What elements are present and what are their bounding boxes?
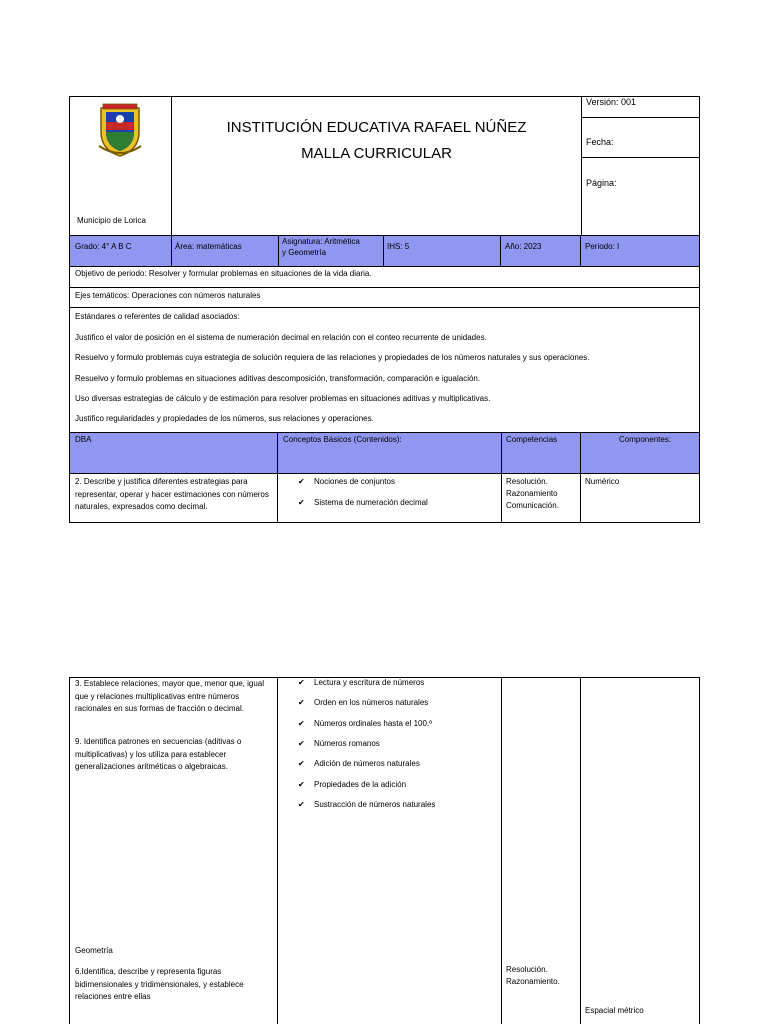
subject-cell-line2: y Geometría	[282, 248, 327, 257]
row2-dba-3: 6.Identifica, describe y representa figuras bidimensionales y tridimensionales, y establece relaciones entre ellas	[75, 967, 244, 1001]
standard-item: Resuelvo y formulo problemas en situaciones aditivas descomposición, transformación, comparación e igualación.	[75, 374, 481, 383]
competence: Razonamiento	[506, 489, 558, 498]
geometry-title: Geometría	[75, 946, 113, 955]
page-label: Página:	[586, 178, 617, 188]
component: Espacial métrico	[585, 1006, 644, 1015]
ihs-cell: IHS: 5	[387, 242, 410, 251]
header-table	[69, 96, 700, 523]
list-item: ✔ Orden en los números naturales	[298, 698, 429, 707]
standard-item: Justifico el valor de posición en el sistema de numeración decimal en relación con el conteo recurrente de unidades.	[75, 333, 487, 342]
standard-item: Uso diversas estrategias de cálculo y de estimación para resolver problemas en situaciones aditivas y multiplicativas.	[75, 394, 491, 403]
dba-header: DBA	[75, 435, 92, 444]
second-table	[69, 677, 700, 1024]
list-item: ✔ Números romanos	[298, 739, 380, 748]
check-icon: ✔	[298, 678, 305, 687]
school-crest-icon	[97, 102, 143, 158]
list-item: ✔ Números ordinales hasta el 100.º	[298, 719, 433, 728]
institution-title: INSTITUCIÓN EDUCATIVA RAFAEL NÚÑEZ	[226, 119, 527, 136]
check-icon: ✔	[298, 739, 305, 748]
list-item: ✔ Adición de números naturales	[298, 759, 420, 768]
subject-cell-line1: Asignatura: Aritmética	[282, 237, 360, 246]
component: Numérico	[585, 477, 620, 486]
competence: Comunicación.	[506, 501, 559, 510]
version-label: Versión: 001	[586, 97, 637, 107]
standard-item: Resuelvo y formulo problemas cuya estrategia de solución requiera de las relaciones y propiedades de los números naturales y sus operaciones.	[75, 353, 590, 362]
axes-text: Ejes temáticos: Operaciones con números naturales	[75, 291, 261, 300]
date-label: Fecha:	[586, 137, 614, 147]
components-header: Componentes:	[619, 435, 672, 444]
concepts-header: Conceptos Básicos (Contenidos):	[283, 435, 402, 444]
check-icon: ✔	[298, 780, 305, 789]
period-cell: Periodo: I	[585, 242, 620, 251]
document-title: MALLA CURRICULAR	[301, 145, 452, 162]
row2-dba-2: 9. Identifica patrones en secuencias (aditivas o multiplicativas) y los utiliza para establecer generalizaciones aritméticas o algebraicas.	[75, 737, 242, 771]
competence: Resolución.	[506, 477, 548, 486]
competences-header: Competencias	[506, 435, 558, 444]
objective-text: Objetivo de periodo: Resolver y formular problemas en situaciones de la vida diaria.	[75, 269, 372, 278]
list-item: ✔ Propiedades de la adición	[298, 780, 407, 789]
year-cell: Año: 2023	[505, 242, 542, 251]
standard-item: Justifico regularidades y propiedades de los números, sus relaciones y operaciones.	[75, 414, 374, 423]
competence: Razonamiento.	[506, 977, 560, 986]
check-icon: ✔	[298, 800, 305, 809]
list-item: ✔ Lectura y escritura de números	[298, 678, 425, 687]
standards-title: Estándares o referentes de calidad asociados:	[75, 312, 240, 321]
area-cell: Área: matemáticas	[175, 242, 242, 251]
check-icon: ✔	[298, 698, 305, 707]
check-icon: ✔	[298, 719, 305, 728]
grade-cell: Grado: 4° A B C	[75, 242, 132, 251]
check-icon: ✔	[298, 498, 305, 507]
check-icon: ✔	[298, 759, 305, 768]
list-item: ✔ Nociones de conjuntos	[298, 477, 395, 486]
check-icon: ✔	[298, 477, 305, 486]
list-item: ✔ Sustracción de números naturales	[298, 800, 436, 809]
competence: Resolución.	[506, 965, 548, 974]
municipality-label: Municipio de Lorica	[77, 216, 146, 225]
list-item: ✔ Sistema de numeración decimal	[298, 498, 428, 507]
row2-dba-1: 3. Establece relaciones, mayor que, menor que, igual que y relaciones multiplicativas entre números racionales en sus formas de fracción o decimal.	[75, 679, 264, 713]
row1-dba: 2. Describe y justifica diferentes estrategias para representar, operar y hacer estimaciones con números naturales, expresados como decimal.	[75, 477, 269, 511]
